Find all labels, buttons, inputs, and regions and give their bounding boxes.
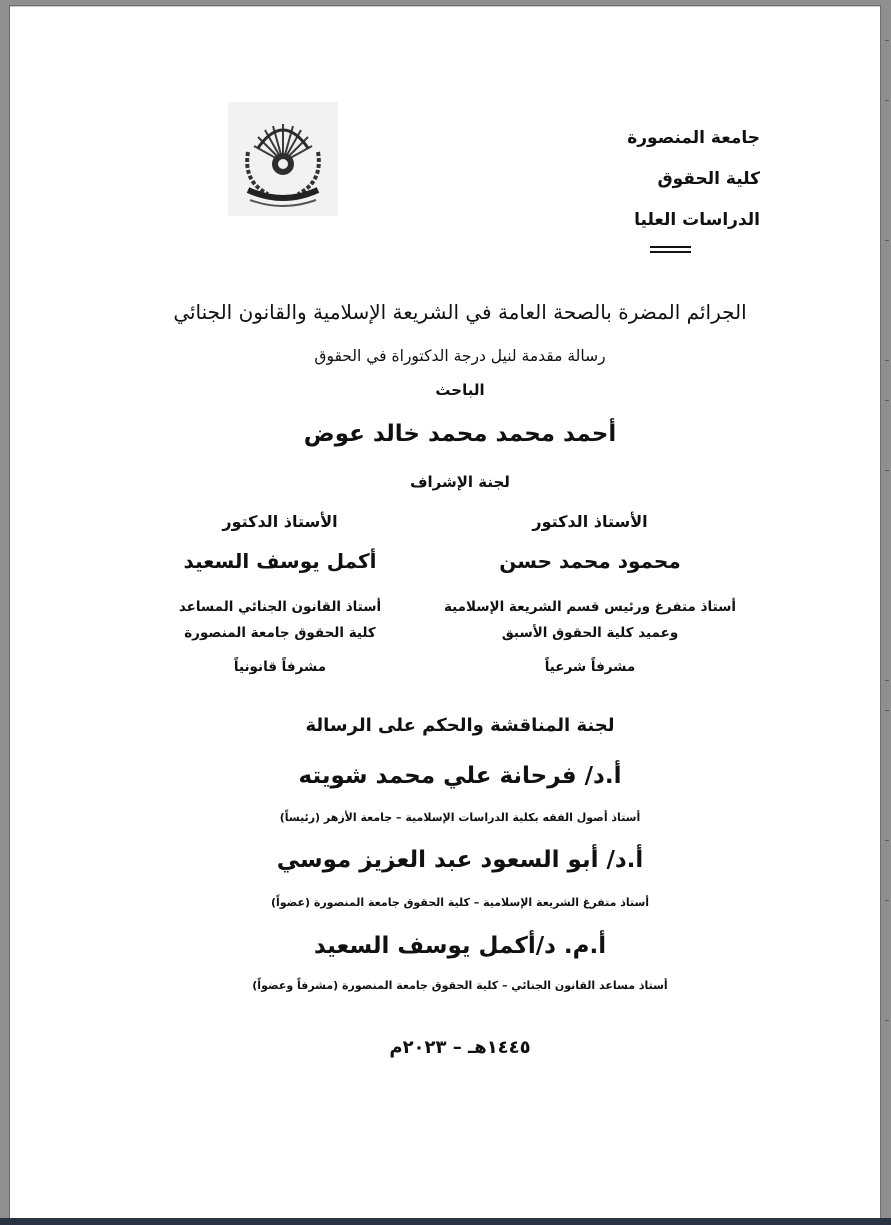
supervisor-a-title: الأستاذ الدكتور bbox=[532, 512, 648, 531]
supervisor-a-name: محمود محمد حسن bbox=[499, 549, 681, 573]
committee-member-name: أ.م. د/أكمل يوسف السعيد bbox=[313, 933, 607, 959]
document-date: ١٤٤٥هـ – ٢٠٢٣م bbox=[389, 1037, 531, 1058]
committee-member-description: أستاذ متفرغ الشريعة الإسلامية – كلية الحقوق جامعة المنصورة (عضواً) bbox=[270, 896, 650, 909]
committee-member-description: أستاذ أصول الفقه بكلية الدراسات الإسلامية – جامعة الأزهر (رئيساً) bbox=[279, 811, 641, 824]
committee-member-name: أ.د/ فرحانة علي محمد شويته bbox=[298, 763, 622, 789]
university-emblem-icon bbox=[228, 102, 338, 216]
supervisor-b-position: أستاذ القانون الجنائي المساعد bbox=[178, 599, 382, 615]
supervisor-b-title: الأستاذ الدكتور bbox=[222, 512, 338, 531]
examination-committee-label: لجنة المناقشة والحكم على الرسالة bbox=[305, 715, 615, 736]
university-name: جامعة المنصورة bbox=[627, 128, 760, 148]
thesis-subtitle: رسالة مقدمة لنيل درجة الدكتوراة في الحقوق bbox=[314, 347, 606, 365]
supervisor-a-role: مشرفاً شرعياً bbox=[544, 659, 636, 675]
supervisor-b-position-2: كلية الحقوق جامعة المنصورة bbox=[184, 625, 376, 641]
taskbar-strip bbox=[0, 1218, 891, 1225]
committee-member-description: أستاذ مساعد القانون الجنائي – كلية الحقوق جامعة المنصورة (مشرفاً وعضواً) bbox=[252, 979, 668, 992]
right-edge-ruler bbox=[881, 20, 891, 1200]
institution-header bbox=[600, 118, 760, 241]
faculty-name: كلية الحقوق bbox=[657, 169, 760, 189]
header-double-rule-bottom bbox=[650, 251, 691, 253]
supervisor-b-role: مشرفاً قانونياً bbox=[233, 659, 327, 675]
supervision-committee-label: لجنة الإشراف bbox=[410, 473, 510, 491]
researcher-name: أحمد محمد محمد خالد عوض bbox=[303, 421, 617, 447]
thesis-title: الجرائم المضرة بالصحة العامة في الشريعة الإسلامية والقانون الجنائي bbox=[173, 300, 747, 324]
header-double-rule-top bbox=[650, 246, 691, 248]
researcher-label: الباحث bbox=[435, 381, 485, 399]
supervisor-a-position-2: وعميد كلية الحقوق الأسبق bbox=[501, 625, 679, 641]
committee-member-name: أ.د/ أبو السعود عبد العزيز موسي bbox=[276, 847, 644, 873]
supervisor-b-name: أكمل يوسف السعيد bbox=[183, 549, 377, 573]
department-name: الدراسات العليا bbox=[634, 210, 760, 230]
document-page bbox=[10, 6, 880, 1219]
supervisor-a-position: أستاذ متفرغ ورئيس قسم الشريعة الإسلامية bbox=[443, 599, 737, 615]
